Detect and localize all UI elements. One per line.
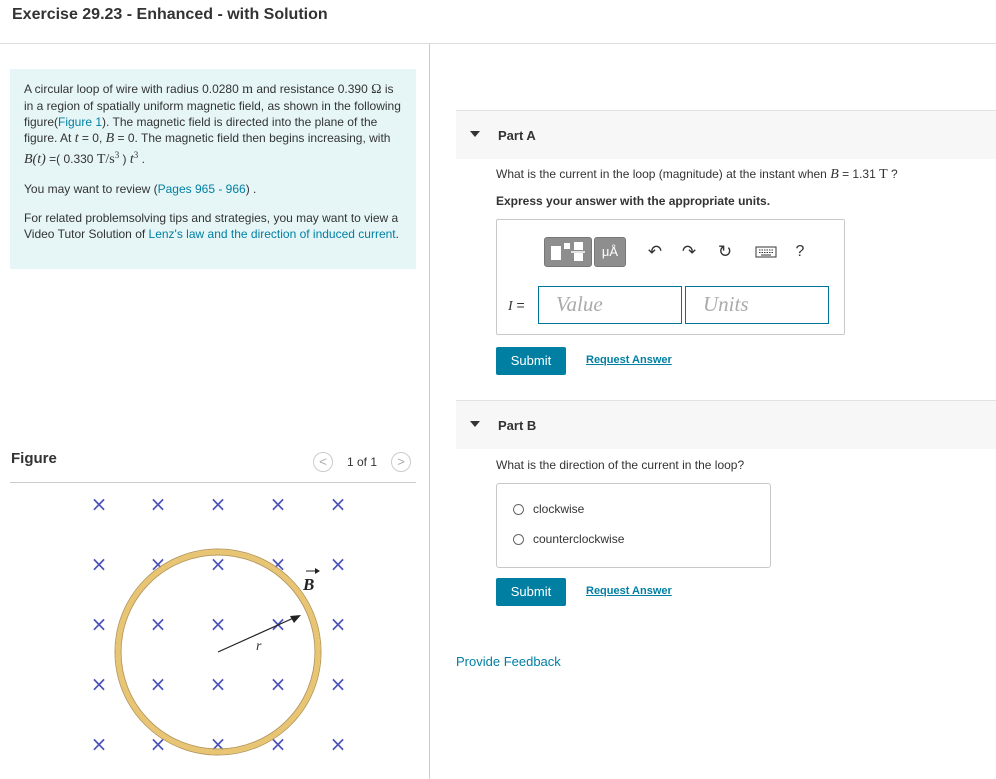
part-a-submit-button[interactable]: Submit <box>496 347 566 375</box>
help-icon[interactable]: ? <box>795 243 805 260</box>
field-cross-icon: × <box>269 612 287 636</box>
next-figure-button[interactable]: > <box>391 452 411 472</box>
field-cross-icon: × <box>329 492 347 516</box>
left-column <box>0 44 430 779</box>
field-cross-icon: × <box>149 672 167 696</box>
review-pages-link[interactable]: Pages 965 - 966 <box>157 182 246 196</box>
part-a-title: Part A <box>498 128 536 143</box>
radio-button[interactable] <box>513 534 524 545</box>
provide-feedback-link[interactable]: Provide Feedback <box>456 654 561 669</box>
b-vector-arrowhead <box>315 568 320 574</box>
figure-label: Figure <box>11 450 57 467</box>
field-cross-icon: × <box>90 552 108 576</box>
b-field-label: B <box>303 575 315 594</box>
templates-icon <box>545 238 591 266</box>
option-counterclockwise[interactable]: counterclockwise <box>513 532 624 546</box>
field-crosses <box>91 492 347 756</box>
page-title: Exercise 29.23 - Enhanced - with Solution <box>12 6 328 23</box>
page-header <box>0 0 996 44</box>
templates-button[interactable] <box>544 237 592 267</box>
part-a-request-answer-link[interactable]: Request Answer <box>586 354 672 366</box>
part-b-submit-button[interactable]: Submit <box>496 578 566 606</box>
review-text: You may want to review (Pages 965 - 966) . <box>24 182 257 196</box>
field-cross-icon: × <box>329 672 347 696</box>
units-input[interactable]: Units <box>685 286 829 324</box>
field-cross-icon: × <box>329 732 347 756</box>
figure-divider <box>10 482 416 483</box>
field-cross-icon: × <box>90 732 108 756</box>
field-cross-icon: × <box>209 552 227 576</box>
field-cross-icon: × <box>90 612 108 636</box>
related-text: For related problemsolving tips and strategies, you may want to view a Video Tutor Solution of Lenz's law and the direction of induced current. <box>24 211 399 241</box>
field-cross-icon: × <box>209 492 227 516</box>
part-b-header[interactable] <box>456 400 996 449</box>
video-tutor-link[interactable]: Lenz's law and the direction of induced current <box>148 227 396 241</box>
redo-icon[interactable]: ↷ <box>681 242 697 261</box>
figure-link[interactable]: Figure 1 <box>58 115 103 129</box>
option-clockwise[interactable]: clockwise <box>513 502 584 516</box>
part-a-question: What is the current in the loop (magnitude) at the instant when B = 1.31 T ? <box>496 167 898 182</box>
field-cross-icon: × <box>209 732 227 756</box>
radio-button[interactable] <box>513 504 524 515</box>
field-cross-icon: × <box>149 612 167 636</box>
field-cross-icon: × <box>269 492 287 516</box>
problem-statement <box>10 69 416 269</box>
undo-icon[interactable]: ↶ <box>647 242 663 261</box>
right-column <box>430 44 996 779</box>
field-cross-icon: × <box>90 492 108 516</box>
field-cross-icon: × <box>149 732 167 756</box>
collapse-caret-icon[interactable] <box>470 131 480 137</box>
field-cross-icon: × <box>329 612 347 636</box>
part-b-title: Part B <box>498 418 537 433</box>
magnetic-field-figure <box>70 492 370 777</box>
field-cross-icon: × <box>269 552 287 576</box>
field-cross-icon: × <box>149 492 167 516</box>
collapse-caret-icon[interactable] <box>470 421 480 427</box>
field-cross-icon: × <box>269 732 287 756</box>
field-cross-icon: × <box>90 672 108 696</box>
units-button[interactable]: μÅ <box>594 237 626 267</box>
current-label: I = <box>508 297 525 314</box>
reset-icon[interactable]: ↻ <box>717 242 733 261</box>
field-cross-icon: × <box>269 672 287 696</box>
part-b-question: What is the direction of the current in the loop? <box>496 458 745 472</box>
part-a-instruction: Express your answer with the appropriate units. <box>496 194 771 208</box>
answer-box <box>496 219 845 335</box>
problem-text: A circular loop of wire with radius 0.0280 m and resistance 0.390 Ω is in a region of spatially uniform magnetic field, as shown in the following figure(Figure 1). The magnetic field is directed into the plane of the figure. At t = 0, B = 0. The magnetic field then begins increasing, with B(t) =( 0.330 $T/s^3$ ) $t^3$ . <box>24 82 401 167</box>
field-cross-icon: × <box>209 612 227 636</box>
figure-count: 1 of 1 <box>347 455 378 469</box>
previous-figure-button[interactable]: < <box>313 452 333 472</box>
part-b-request-answer-link[interactable]: Request Answer <box>586 585 672 597</box>
field-cross-icon: × <box>329 552 347 576</box>
keyboard-icon[interactable] <box>755 238 777 266</box>
field-cross-icon: × <box>209 672 227 696</box>
radius-label: r <box>256 639 262 654</box>
field-cross-icon: × <box>149 552 167 576</box>
direction-options <box>496 483 771 568</box>
value-input[interactable]: Value <box>538 286 682 324</box>
part-a-header[interactable] <box>456 110 996 159</box>
